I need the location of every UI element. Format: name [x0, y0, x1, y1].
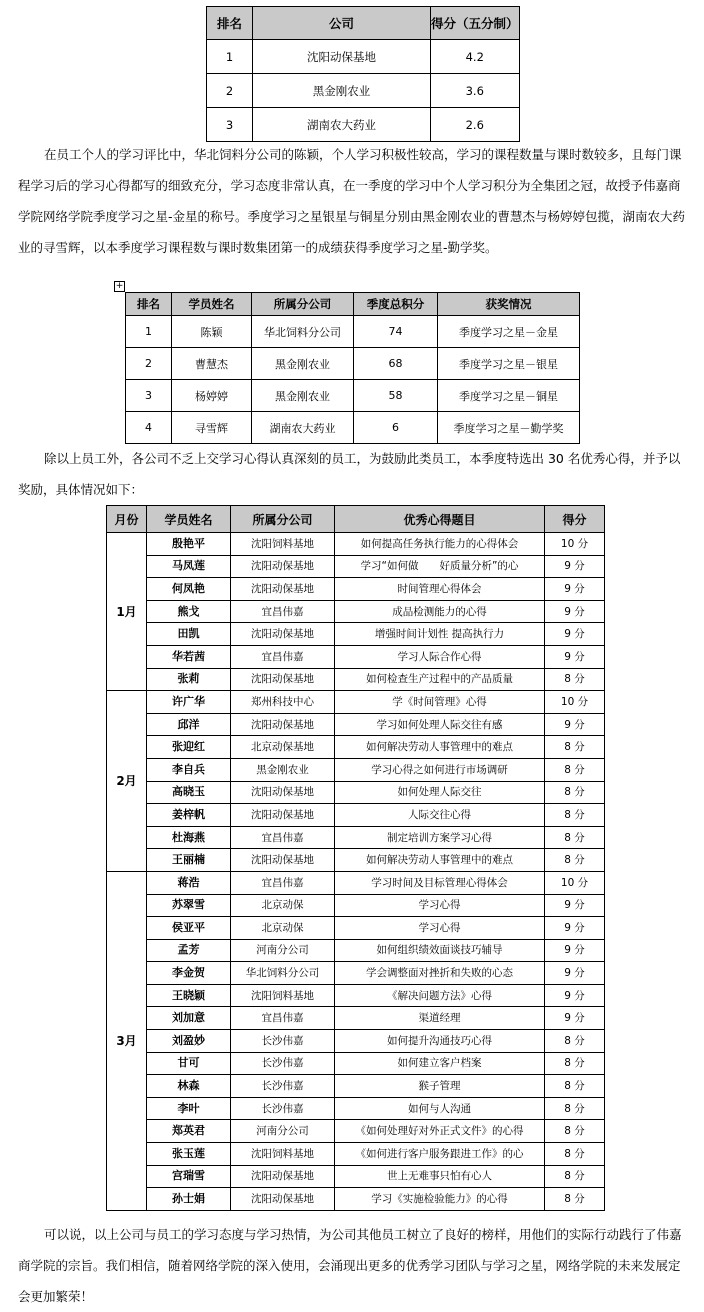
title-cell: 学习心得: [335, 894, 545, 917]
company-cell: 北京动保基地: [231, 736, 335, 759]
name-cell: 郑英君: [147, 1120, 231, 1143]
points-cell: 74: [354, 316, 438, 348]
table-header-row: [207, 7, 520, 40]
table-row: [126, 412, 580, 444]
name-cell: 姜梓帆: [147, 804, 231, 827]
company-cell: 华北饲料分公司: [252, 316, 354, 348]
company-cell: 宜昌伟嘉: [231, 871, 335, 894]
score-cell: 10 分: [545, 533, 605, 556]
title-cell: 渠道经理: [335, 1007, 545, 1030]
name-cell: 陈颖: [172, 316, 252, 348]
score-cell: 9 分: [545, 917, 605, 940]
title-cell: 如何解决劳动人事管理中的难点: [335, 849, 545, 872]
column-header: 排名: [207, 7, 253, 40]
name-cell: 林森: [147, 1075, 231, 1098]
name-cell: 蒋浩: [147, 871, 231, 894]
company-cell: 沈阳动保基地: [231, 1188, 335, 1211]
title-cell: 学习《实施检验能力》的心得: [335, 1188, 545, 1211]
title-cell: 如何处理人际交往: [335, 781, 545, 804]
award-cell: 季度学习之星－铜星: [438, 380, 580, 412]
name-cell: 杨婷婷: [172, 380, 252, 412]
score-cell: 8 分: [545, 1188, 605, 1211]
table-row: [107, 533, 605, 556]
table-row: [107, 1188, 605, 1211]
excellent-notes-table: [106, 505, 605, 1211]
column-header: 优秀心得题目: [335, 506, 545, 533]
name-cell: 孟芳: [147, 939, 231, 962]
score-cell: 9 分: [545, 578, 605, 601]
title-cell: 成品检测能力的心得: [335, 600, 545, 623]
title-cell: 时间管理心得体会: [335, 578, 545, 601]
company-cell: 沈阳动保基地: [231, 578, 335, 601]
rank-cell: 3: [126, 380, 172, 412]
company-cell: 郑州科技中心: [231, 691, 335, 714]
table-header-row: [126, 293, 580, 316]
company-cell: 黑金刚农业: [253, 74, 431, 108]
company-cell: 湖南农大药业: [253, 108, 431, 142]
score-cell: 9 分: [545, 894, 605, 917]
award-cell: 季度学习之星－银星: [438, 348, 580, 380]
table-row: [107, 962, 605, 985]
score-cell: 8 分: [545, 1097, 605, 1120]
title-cell: 制定培训方案学习心得: [335, 826, 545, 849]
name-cell: 李自兵: [147, 758, 231, 781]
company-cell: 北京动保: [231, 894, 335, 917]
table-row: [107, 894, 605, 917]
company-cell: 长沙伟嘉: [231, 1075, 335, 1098]
score-cell: 8 分: [545, 1052, 605, 1075]
score-cell: 8 分: [545, 736, 605, 759]
points-cell: 58: [354, 380, 438, 412]
company-cell: 沈阳动保基地: [231, 623, 335, 646]
company-cell: 沈阳动保基地: [231, 1165, 335, 1188]
title-cell: 世上无难事只怕有心人: [335, 1165, 545, 1188]
score-cell: 8 分: [545, 1143, 605, 1166]
table-row: [107, 1030, 605, 1053]
score-cell: 10 分: [545, 871, 605, 894]
month-cell: 3月: [107, 871, 147, 1210]
score-cell: 9 分: [545, 962, 605, 985]
table-row: [107, 804, 605, 827]
score-cell: 9 分: [545, 1007, 605, 1030]
score-cell: 8 分: [545, 849, 605, 872]
title-cell: 学习心得之如何进行市场调研: [335, 758, 545, 781]
score-cell: 8 分: [545, 1075, 605, 1098]
title-cell: 学习人际合作心得: [335, 645, 545, 668]
rank-cell: 1: [126, 316, 172, 348]
score-cell: 9 分: [545, 600, 605, 623]
score-cell: 4.2: [431, 40, 520, 74]
table-row: [107, 1052, 605, 1075]
company-cell: 沈阳动保基地: [231, 849, 335, 872]
name-cell: 李金贺: [147, 962, 231, 985]
name-cell: 曹慧杰: [172, 348, 252, 380]
table-row: [107, 1120, 605, 1143]
table-row: [107, 1007, 605, 1030]
title-cell: 如何检查生产过程中的产品质量: [335, 668, 545, 691]
company-cell: 沈阳饲料基地: [231, 1143, 335, 1166]
score-cell: 2.6: [431, 108, 520, 142]
table-row: [107, 826, 605, 849]
score-cell: 10 分: [545, 691, 605, 714]
score-cell: 9 分: [545, 623, 605, 646]
title-cell: 如何与人沟通: [335, 1097, 545, 1120]
company-cell: 黑金刚农业: [252, 348, 354, 380]
company-cell: 沈阳动保基地: [231, 668, 335, 691]
score-cell: 8 分: [545, 1165, 605, 1188]
name-cell: 王丽楠: [147, 849, 231, 872]
company-cell: 沈阳动保基地: [231, 713, 335, 736]
company-cell: 沈阳动保基地: [231, 804, 335, 827]
name-cell: 孙士娟: [147, 1188, 231, 1211]
table-header-row: [107, 506, 605, 533]
score-cell: 8 分: [545, 668, 605, 691]
column-header: 所属分公司: [231, 506, 335, 533]
title-cell: 学《时间管理》心得: [335, 691, 545, 714]
column-header: 排名: [126, 293, 172, 316]
name-cell: 刘盈妙: [147, 1030, 231, 1053]
table-row: [107, 713, 605, 736]
score-cell: 8 分: [545, 804, 605, 827]
column-header: 学员姓名: [147, 506, 231, 533]
title-cell: 学会调整面对挫折和失败的心态: [335, 962, 545, 985]
column-header: 所属分公司: [252, 293, 354, 316]
table-move-handle-icon[interactable]: +: [115, 281, 124, 291]
table-row: [126, 348, 580, 380]
table-row: [207, 40, 520, 74]
table-row: [107, 736, 605, 759]
title-cell: 如何提升沟通技巧心得: [335, 1030, 545, 1053]
company-cell: 沈阳动保基地: [231, 555, 335, 578]
notes-table-body: [107, 533, 605, 1211]
score-cell: 9 分: [545, 939, 605, 962]
rank-cell: 2: [126, 348, 172, 380]
score-cell: 8 分: [545, 1030, 605, 1053]
points-cell: 6: [354, 412, 438, 444]
paragraph-individual-ranking: 在员工个人的学习评比中，华北饲料分公司的陈颖，个人学习积极性较高，学习的课程数量与课时数较多，且每门课程学习后的学习心得都写的细致充分，学习态度非常认真，在一季度的学习中个人学习积分为全集团之冠，故授予伟嘉商学院网络学院季度学习之星-金星的称号。季度学习之星银星与铜星分别由黑金刚农业的曹慧杰与杨婷婷包揽，湖南农大药业的寻雪辉，以本季度学习课程数与课时数集团第一的成绩获得季度学习之星-勤学奖。: [18, 147, 686, 255]
table-row: [207, 74, 520, 108]
name-cell: 何凤艳: [147, 578, 231, 601]
table-row: [107, 1075, 605, 1098]
column-header: 学员姓名: [172, 293, 252, 316]
table-row: [126, 316, 580, 348]
company-cell: 北京动保: [231, 917, 335, 940]
table-row: [107, 1097, 605, 1120]
company-cell: 宜昌伟嘉: [231, 826, 335, 849]
title-cell: 《解决问题方法》心得: [335, 984, 545, 1007]
company-cell: 长沙伟嘉: [231, 1052, 335, 1075]
name-cell: 张迎红: [147, 736, 231, 759]
month-cell: 2月: [107, 691, 147, 872]
name-cell: 王晓颖: [147, 984, 231, 1007]
column-header: 月份: [107, 506, 147, 533]
score-cell: 8 分: [545, 1120, 605, 1143]
company-cell: 宜昌伟嘉: [231, 1007, 335, 1030]
table-row: [107, 758, 605, 781]
title-cell: 人际交往心得: [335, 804, 545, 827]
title-cell: 学习时间及目标管理心得体会: [335, 871, 545, 894]
name-cell: 高晓玉: [147, 781, 231, 804]
table-row: [107, 600, 605, 623]
score-cell: 9 分: [545, 713, 605, 736]
name-cell: 宫瑞雪: [147, 1165, 231, 1188]
company-cell: 湖南农大药业: [252, 412, 354, 444]
column-header: 获奖情况: [438, 293, 580, 316]
table-row: [107, 1143, 605, 1166]
study-star-table: [125, 292, 580, 444]
column-header: 得分: [545, 506, 605, 533]
score-cell: 9 分: [545, 645, 605, 668]
rank-cell: 4: [126, 412, 172, 444]
company-cell: 宜昌伟嘉: [231, 645, 335, 668]
table-row: [107, 691, 605, 714]
score-cell: 9 分: [545, 984, 605, 1007]
award-cell: 季度学习之星－金星: [438, 316, 580, 348]
name-cell: 杜海燕: [147, 826, 231, 849]
score-cell: 8 分: [545, 758, 605, 781]
name-cell: 苏翠雪: [147, 894, 231, 917]
company-cell: 长沙伟嘉: [231, 1097, 335, 1120]
company-cell: 黑金刚农业: [252, 380, 354, 412]
score-cell: 8 分: [545, 826, 605, 849]
title-cell: 如何提高任务执行能力的心得体会: [335, 533, 545, 556]
name-cell: 邱洋: [147, 713, 231, 736]
table-row: [126, 380, 580, 412]
company-cell: 河南分公司: [231, 939, 335, 962]
rank-cell: 1: [207, 40, 253, 74]
company-cell: 沈阳饲料基地: [231, 984, 335, 1007]
company-cell: 沈阳动保基地: [231, 781, 335, 804]
title-cell: 《如何进行客户服务跟进工作》的心: [335, 1143, 545, 1166]
column-header: 得分（五分制）: [431, 7, 520, 40]
table-row: [107, 1165, 605, 1188]
company-cell: 沈阳饲料基地: [231, 533, 335, 556]
table-row: [107, 645, 605, 668]
name-cell: 马凤莲: [147, 555, 231, 578]
table-row: [107, 984, 605, 1007]
rank-cell: 3: [207, 108, 253, 142]
month-cell: 1月: [107, 533, 147, 691]
title-cell: 学习“如何做 好质量分析”的心: [335, 555, 545, 578]
name-cell: 侯亚平: [147, 917, 231, 940]
company-cell: 长沙伟嘉: [231, 1030, 335, 1053]
table-row: [107, 668, 605, 691]
name-cell: 殷艳平: [147, 533, 231, 556]
score-cell: 8 分: [545, 781, 605, 804]
name-cell: 张莉: [147, 668, 231, 691]
name-cell: 李叶: [147, 1097, 231, 1120]
paragraph-conclusion: 可以说，以上公司与员工的学习态度与学习热情，为公司其他员工树立了良好的榜样，用他们的实际行动践行了伟嘉商学院的宗旨。我们相信，随着网络学院的深入使用，会涌现出更多的优秀学习团队与学习之星，网络学院的未来发展定会更加繁荣！: [18, 1227, 682, 1304]
title-cell: 增强时间计划性 提高执行力: [335, 623, 545, 646]
title-cell: 学习如何处理人际交往有感: [335, 713, 545, 736]
title-cell: 《如何处理好对外正式文件》的心得: [335, 1120, 545, 1143]
name-cell: 熊戈: [147, 600, 231, 623]
table-row: [107, 578, 605, 601]
table-row: [107, 623, 605, 646]
table-row: [107, 555, 605, 578]
score-cell: 3.6: [431, 74, 520, 108]
name-cell: 刘加意: [147, 1007, 231, 1030]
company-cell: 河南分公司: [231, 1120, 335, 1143]
column-header: 公司: [253, 7, 431, 40]
title-cell: 如何解决劳动人事管理中的难点: [335, 736, 545, 759]
company-cell: 华北饲料分公司: [231, 962, 335, 985]
name-cell: 甘可: [147, 1052, 231, 1075]
score-cell: 9 分: [545, 555, 605, 578]
table-row: [107, 849, 605, 872]
paragraph-excellent-notes: 除以上员工外，各公司不乏上交学习心得认真深刻的员工，为鼓励此类员工，本季度特选出 30 名优秀心得，并予以奖励，具体情况如下：: [18, 451, 681, 497]
award-cell: 季度学习之星－勤学奖: [438, 412, 580, 444]
title-cell: 猴子管理: [335, 1075, 545, 1098]
rank-cell: 2: [207, 74, 253, 108]
table-row: [107, 917, 605, 940]
company-cell: 宜昌伟嘉: [231, 600, 335, 623]
name-cell: 张玉莲: [147, 1143, 231, 1166]
company-cell: 黑金刚农业: [231, 758, 335, 781]
company-cell: 沈阳动保基地: [253, 40, 431, 74]
title-cell: 如何组织绩效面谈技巧辅导: [335, 939, 545, 962]
name-cell: 华若茜: [147, 645, 231, 668]
table-row: [107, 939, 605, 962]
table-row: [107, 781, 605, 804]
name-cell: 田凯: [147, 623, 231, 646]
table-row: [207, 108, 520, 142]
table-row: [107, 871, 605, 894]
points-cell: 68: [354, 348, 438, 380]
company-ranking-table: [206, 6, 520, 142]
column-header: 季度总积分: [354, 293, 438, 316]
title-cell: 学习心得: [335, 917, 545, 940]
title-cell: 如何建立客户档案: [335, 1052, 545, 1075]
name-cell: 寻雪辉: [172, 412, 252, 444]
name-cell: 许广华: [147, 691, 231, 714]
